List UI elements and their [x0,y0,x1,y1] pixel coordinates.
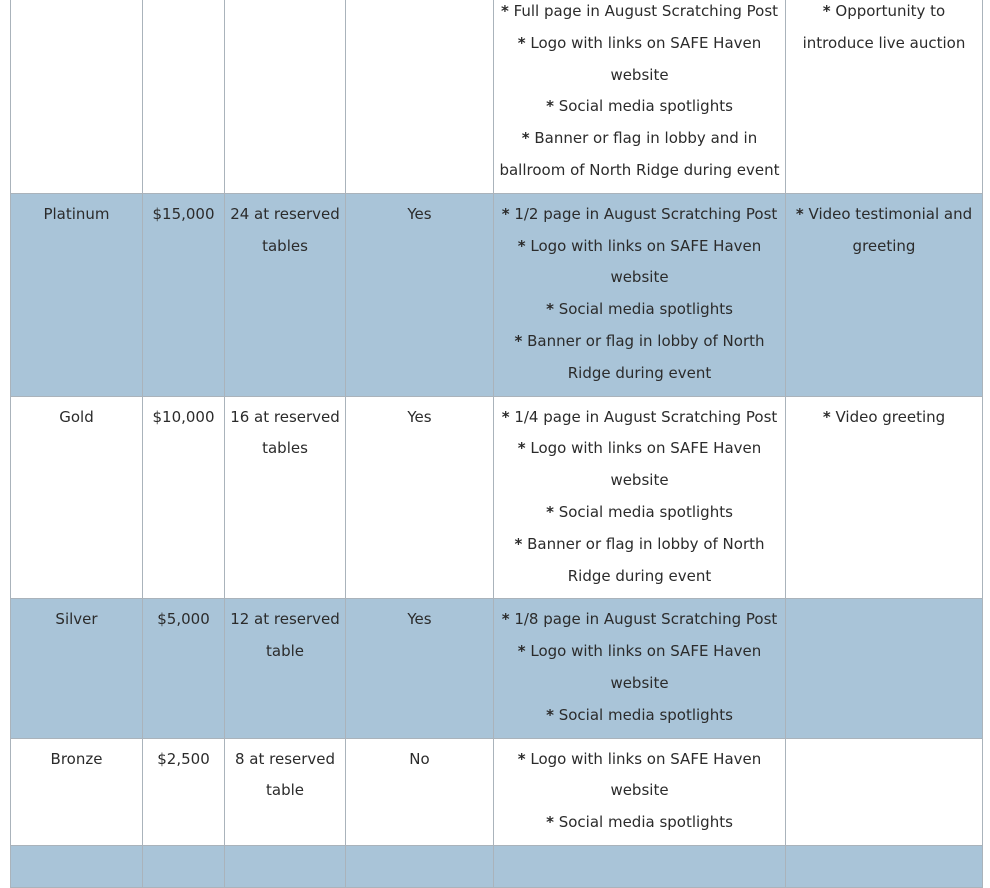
extras-cell [786,599,983,738]
bullet-star: * [500,2,509,20]
tier-cell: Gold [11,396,143,599]
benefit-item [497,0,782,28]
benefits-cell [494,599,786,738]
yes-no-cell [346,0,494,193]
benefit-item [497,402,782,434]
yes-no-cell [346,845,494,887]
price-cell: $15,000 [143,193,225,396]
bullet-star: * [514,534,523,553]
bullet-star: * [546,705,554,724]
benefit-item-text: Banner or flag in lobby and in ballroom of North Ridge during event [499,129,780,179]
bullet-star: * [521,129,530,148]
yes-no-cell: Yes [346,193,494,396]
bullet-star: * [546,97,554,116]
benefit-item-text: Social media spotlights [558,813,733,832]
extras-cell [786,0,983,193]
bullet-star: * [822,2,831,20]
table-row [11,193,983,396]
benefit-item-text: Social media spotlights [558,705,733,724]
benefit-item-text: Logo with links on SAFE Haven website [530,439,762,490]
benefit-item-text: 1/8 page in August Scratching Post [514,610,778,629]
extras-cell [786,738,983,845]
bullet-star: * [546,502,554,521]
sponsorship-tiers-table [10,0,983,888]
tier-cell [11,0,143,193]
extras-cell [786,396,983,599]
extra-item [789,0,979,60]
bullet-star: * [517,642,526,661]
seats-cell [225,0,346,193]
extra-item-text: Video testimonial and greeting [808,204,973,255]
benefits-cell [494,845,786,887]
price-cell: $2,500 [143,738,225,845]
extra-item [789,199,979,263]
price-cell: $5,000 [143,599,225,738]
bullet-star: * [517,749,526,768]
benefit-item [497,744,782,808]
extras-cell [786,845,983,887]
bullet-star: * [517,439,526,458]
benefits-cell [494,396,786,599]
benefit-item [497,807,782,839]
benefits-cell [494,193,786,396]
benefits-cell [494,738,786,845]
price-cell: $10,000 [143,396,225,599]
benefit-item [497,199,782,231]
seats-cell: 8 at reserved table [225,738,346,845]
benefit-item [497,497,782,529]
benefit-item [497,28,782,92]
benefit-item-text: Logo with links on SAFE Haven website [530,33,762,84]
bullet-star: * [501,204,510,223]
tier-cell [11,845,143,887]
tier-cell: Silver [11,599,143,738]
yes-no-cell: No [346,738,494,845]
benefit-item [497,326,782,390]
benefit-item-text: Logo with links on SAFE Haven website [530,642,762,692]
extra-item-text: Opportunity to introduce live auction [802,2,966,52]
benefit-item-text: Banner or flag in lobby of North Ridge during event [527,331,765,382]
bullet-star: * [546,813,554,832]
bullet-star: * [514,331,523,350]
tiers-table-body [11,0,983,887]
price-cell [143,0,225,193]
benefit-item [497,231,782,295]
price-cell [143,845,225,887]
benefit-item [497,604,782,636]
bullet-star: * [795,204,804,223]
bullet-star: * [822,407,831,426]
table-row [11,599,983,738]
extra-item [789,402,979,434]
benefit-item-text: Social media spotlights [558,502,733,521]
table-row [11,0,983,193]
benefit-item-text: 1/4 page in August Scratching Post [514,407,778,426]
seats-cell: 16 at reserved tables [225,396,346,599]
table-row [11,396,983,599]
table-row [11,845,983,887]
bullet-star: * [546,300,554,319]
benefit-item [497,294,782,326]
tier-cell: Platinum [11,193,143,396]
benefit-item-text: Social media spotlights [558,97,733,116]
table-row [11,738,983,845]
benefits-cell [494,0,786,193]
tier-cell: Bronze [11,738,143,845]
bullet-star: * [501,407,510,426]
bullet-star: * [517,33,526,52]
benefit-item [497,700,782,732]
benefit-item [497,433,782,497]
benefit-item [497,529,782,593]
seats-cell [225,845,346,887]
benefit-item-text: Social media spotlights [558,300,733,319]
yes-no-cell: Yes [346,599,494,738]
benefit-item-text: Logo with links on SAFE Haven website [530,749,762,800]
benefit-item [497,91,782,123]
yes-no-cell: Yes [346,396,494,599]
benefit-item-text: 1/2 page in August Scratching Post [514,204,778,223]
benefit-item [497,636,782,700]
extra-item-text: Video greeting [835,407,946,426]
seats-cell: 12 at reserved table [225,599,346,738]
seats-cell: 24 at reserved tables [225,193,346,396]
bullet-star: * [501,610,510,629]
benefit-item-text: Full page in August Scratching Post [513,2,779,20]
bullet-star: * [517,236,526,255]
benefit-item-text: Logo with links on SAFE Haven website [530,236,762,287]
benefit-item-text: Banner or flag in lobby of North Ridge during event [527,534,765,585]
extras-cell [786,193,983,396]
benefit-item [497,123,782,187]
